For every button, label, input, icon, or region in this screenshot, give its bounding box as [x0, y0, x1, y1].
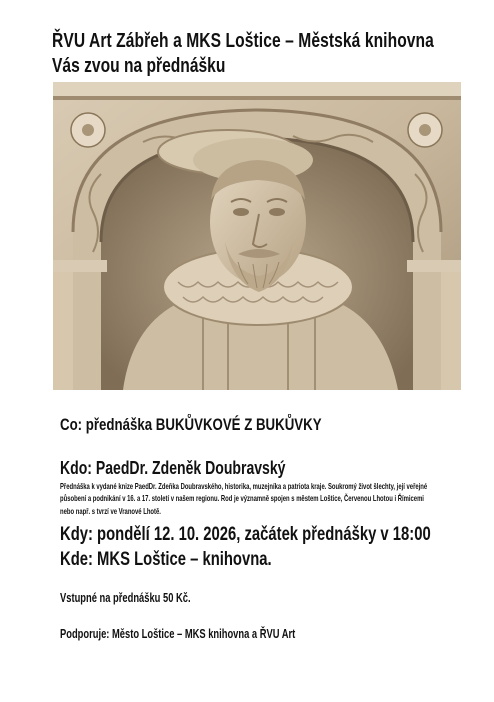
admission-fee: Vstupné na přednášku 50 Kč. [60, 590, 191, 605]
header-organizers: ŘVU Art Zábřeh a MKS Loštice – Městská knihovna [52, 30, 434, 52]
lecture-title: Co: přednáška BUKŮVKOVÉ Z BUKŮVKY [60, 415, 322, 434]
supporters: Podporuje: Město Loštice – MKS knihovna a ŘVU Art [60, 626, 296, 641]
lecture-place: Kde: MKS Loštice – knihovna. [60, 549, 272, 570]
lecture-time: Kdy: pondělí 12. 10. 2026, začátek přednášky v 18:00 [60, 524, 431, 545]
header-invitation: Vás zvou na přednášku [52, 55, 226, 77]
lecturer: Kdo: PaedDr. Zdeněk Doubravský [60, 458, 286, 478]
lecture-description: Přednáška k vydané knize PaedDr. Zdeňka Doubravského, historika, muzejníka a patriota kraje. Soukromý život šlechty, její veřejné působení a podnikání v 16. a 17. století v našem regionu. Rod je významně spojen s městem Loštice, Červenou Lhotou i Římicemi nebo např. s tvrzí ve Vranové Lhotě. [60, 482, 428, 516]
relief-photo [53, 82, 461, 390]
